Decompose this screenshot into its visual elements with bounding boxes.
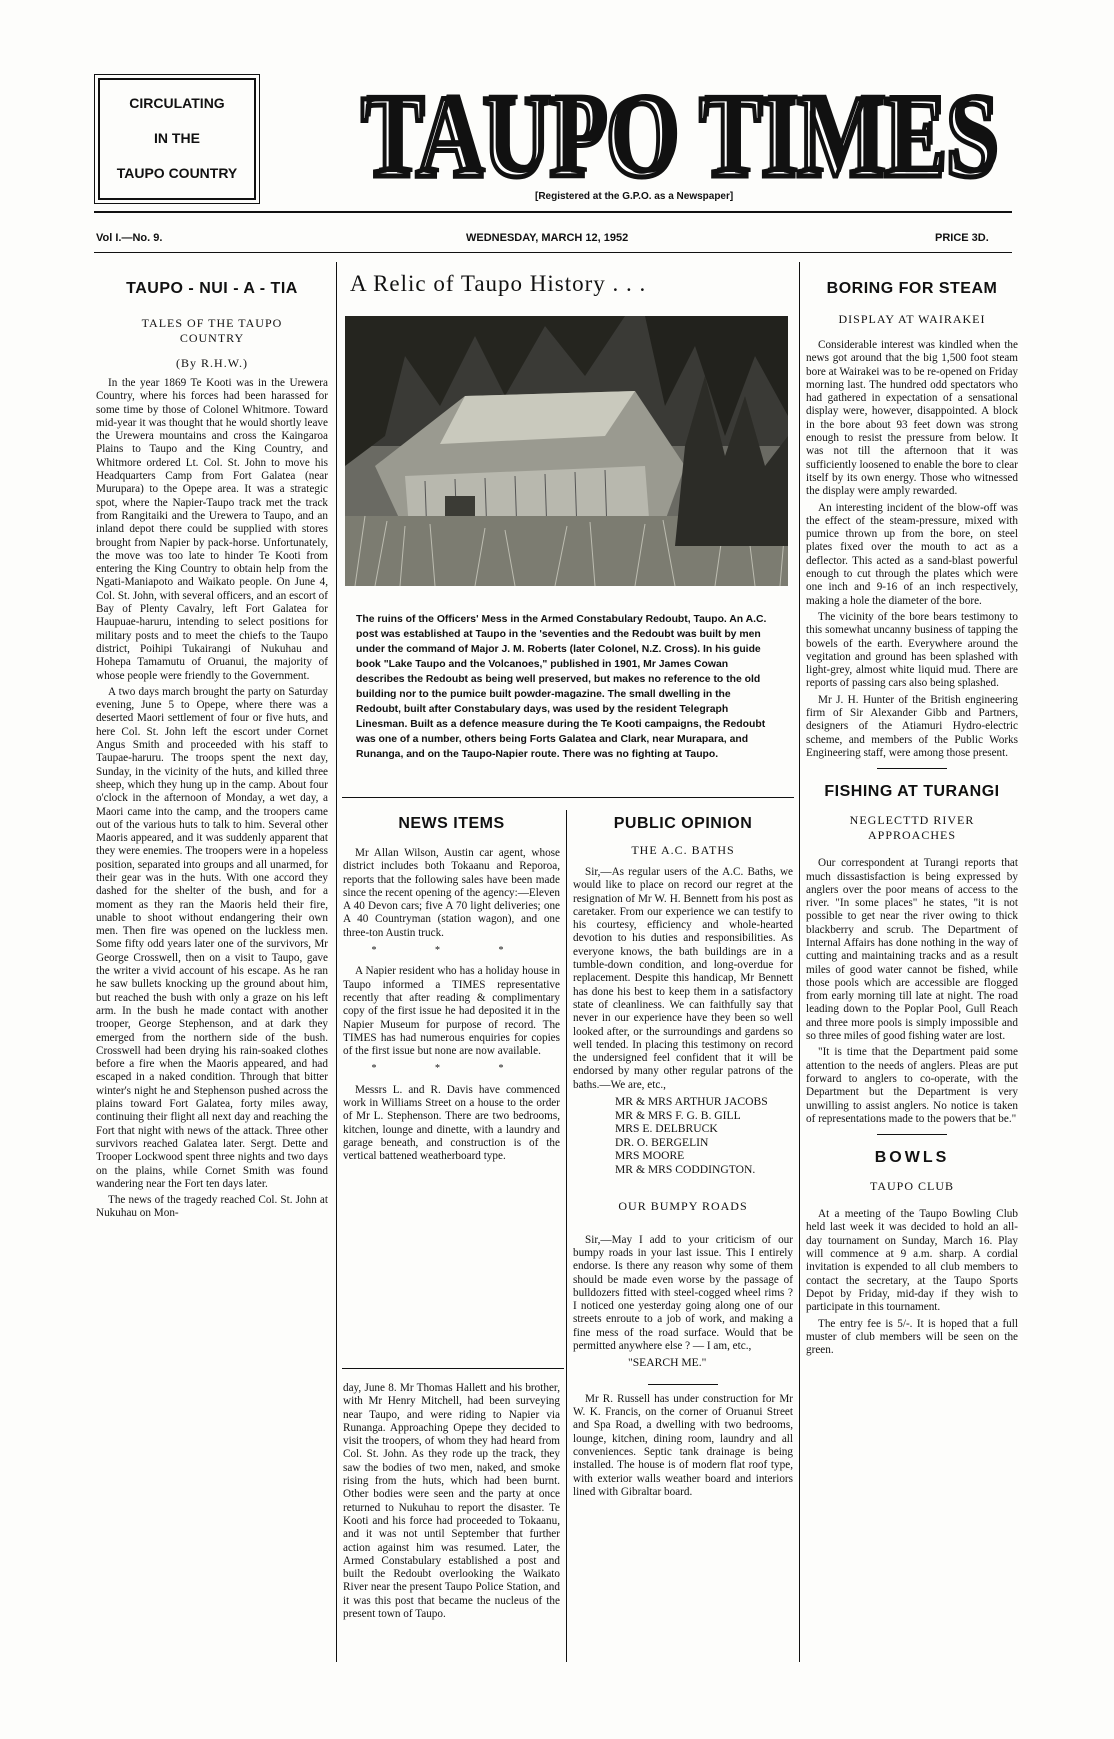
article-headline: BORING FOR STEAM bbox=[826, 280, 998, 297]
article-paragraph: A two days march brought the party on Saturday evening, June 5 to Opepe, where there was a deserted Maori settlement of four or five huts, and here Col. St. John left the escort under Cornet Angus Smith and proceeded with his staff to Taupae-haruru. The troops spent the next day, Sunday, in the vicinity of the huts, and killed three sheep, which they hung up in the camp. About four o'clock in the afternoon of Monday, a wet day, a Maori came into the camp, and the troopers came out of the various huts to talk to him. Several other Maoris appeared, and it was suddenly apparent that they were enemies. The troopers were in a hopeless position, separated into groups and all unarmed, for their gear was in the huts. With one accord they dashed for the shelter of the bush, and for a moment as they ran the Maoris held their fire, unable to shoot without endangering their own men. Then fire was opened on the luckless men. Some fifty odd years later one of the survivors, Mr George Crosswell, then on a visit to Taupo, gave the writer a vivid account of his escape. As he ran he saw bullets knocking up the ground about him, but reached the bush with only a graze on his left arm. In the bush he made contact with another trooper, George Stephenson, and at dark they emerged from the northern side of the bush. Crosswell had been drying his rain-soaked clothes before a fire when the Maoris appeared, and had escaped in a naked condition. Through that bitter winter's night he and Stephenson pushed across the plains toward Fort Galatea, forty miles away, continuing their flight all next day and reaching the Fort that night with news of the attack. Three other survivors reached Galatea later. Sergt. Dette and Trooper Lockwood spent three nights and two days on the plains, while Cornet Smith was found wandering near the Fort ten days later. bbox=[96, 685, 328, 1190]
masthead-rule bbox=[94, 211, 1012, 213]
continued-article bbox=[343, 1382, 560, 1682]
dateline-rule bbox=[94, 252, 1012, 253]
masthead-title-outline: TAUPO TIMES bbox=[361, 71, 997, 200]
separator-stars: * * * bbox=[371, 945, 532, 957]
signatory: MR & MRS ARTHUR JACOBS bbox=[615, 1095, 768, 1109]
article-continuation: day, June 8. Mr Thomas Hallett and his brother, with Mr Henry Mitchell, had been surveying near Taupo, and were riding to Napier via Runanga. Approaching Opepe they decided to visit the troopers, of whom they had heard from Col. St. John. As they rode up the track, they saw the bodies of two men, naked, and smoke rising from the huts, which had been burnt. Other bodies were seen and the party at once returned to Nukuhau to report the disaster. Te Kooti and his force had proceeded to Tokaanu, and it was not until September that further action against him was resumed. Later, the Armed Constabulary established a post and built the Redoubt overlooking the Waikato River near the present Taupo Police Station, and it was this post that became the nucleus of the present town of Taupo. bbox=[343, 1382, 560, 1621]
letter-signature: "SEARCH ME." bbox=[628, 1356, 707, 1370]
short-rule bbox=[877, 1134, 947, 1135]
article-headline: FISHING AT TURANGI bbox=[824, 783, 1000, 801]
feature-headline: A Relic of Taupo History . . . bbox=[350, 271, 647, 296]
short-rule bbox=[877, 768, 947, 769]
section-headline: PUBLIC OPINION bbox=[613, 815, 753, 832]
masthead-title-text: TAUPO TIMES bbox=[365, 67, 1001, 198]
circulating-line: CIRCULATING bbox=[129, 95, 225, 111]
article-subtitle: TAUPO CLUB bbox=[869, 1179, 955, 1194]
column-public-opinion bbox=[573, 815, 793, 1685]
signatory: MR & MRS CODDINGTON. bbox=[615, 1163, 756, 1177]
signatory: MRS MOORE bbox=[615, 1149, 685, 1163]
signatory: MR & MRS F. G. B. GILL bbox=[615, 1108, 741, 1122]
circulating-line: TAUPO COUNTRY bbox=[116, 165, 238, 181]
short-rule bbox=[648, 1384, 718, 1385]
separator-stars: * * * bbox=[371, 1063, 532, 1075]
article-paragraph: "It is time that the Department paid some attention to the needs of anglers. Pleas are put forward to anglers to co-operate, with the Department but the Department is very unwilling to assist anglers. No notice is taken of representations made to the powers that be." bbox=[806, 1046, 1018, 1125]
news-item: Mr R. Russell has under construction for Mr W. K. Francis, on the corner of Oruanui Street and Spa Road, a dwelling with two bedrooms, lounge, kitchen, dining room, laundry and all conveniences. Septic tank drainage is being installed. The house is of modern flat roof type, with exterior walls weather board and interiors lined with Gibraltar board. bbox=[573, 1392, 793, 1498]
article-paragraph: An interesting incident of the blow-off was the effect of the steam-pressure, mixed with pumice thrown up from the bore, on steel plates fixed over the mouth to act as a deflector. This acted as a sand-blast powerful enough to cut through the plates which were one inch and 9-16 of an inch respectively, making a hole the diameter of the bore. bbox=[806, 501, 1018, 607]
column-divider bbox=[566, 810, 567, 1662]
volume-number: Vol I.—No. 9. bbox=[96, 232, 163, 244]
feature-photo bbox=[345, 316, 788, 586]
letter-subtitle: OUR BUMPY ROADS bbox=[618, 1198, 748, 1213]
column-taupo-nui-a-tia bbox=[96, 280, 328, 1690]
column-news-items bbox=[343, 815, 560, 1375]
article-subtitle: DISPLAY AT WAIRAKEI bbox=[838, 312, 986, 326]
article-headline: TAUPO - NUI - A - TIA bbox=[126, 280, 298, 297]
article-paragraph: At a meeting of the Taupo Bowling Club held last week it was decided to hold an all-day tournament on Sunday, March 16. Play will commence at 9 a.m. sharp. A cordial invitation is expended to all club members to contact the secretary, at the Taupo Sports Depot by Friday, mid-day if they wish to participate in this tournament. bbox=[806, 1208, 1018, 1314]
circulating-box bbox=[98, 78, 256, 200]
article-paragraph: The entry fee is 5/-. It is hoped that a full muster of club members will be seen on the green. bbox=[806, 1317, 1018, 1357]
article-subtitle: TALES OF THE TAUPO COUNTRY bbox=[141, 316, 283, 345]
price: PRICE 3D. bbox=[935, 232, 989, 244]
circulating-line: IN THE bbox=[154, 130, 200, 146]
article-paragraph: The news of the tragedy reached Col. St. John at Nukuhau on Mon- bbox=[96, 1194, 328, 1220]
letter-text: Sir,—As regular users of the A.C. Baths, we would like to place on record our regret at the resignation of Mr W. H. Bennett from his post as caretaker. From our experience we can testify to his courtesy, efficiency and whole-hearted devotion to his duties and responsibilities. As everyone knows, the bath buildings are in a tumble-down condition, and long-overdue for replacement. Despite this handicap, Mr Bennett has done his best to keep them in a satisfactory state of cleanliness. We can faithfully say that never in our experience have they been so well looked after, or the surroundings and gardens so well tended. In placing this testimony on record the undersigned feel confident that it will be endorsed by many other regular patrons of the baths.—We are, etc., bbox=[573, 866, 793, 1091]
column-divider bbox=[336, 262, 337, 1662]
news-item: Messrs L. and R. Davis have commenced work in Williams Street on a house to the order of Mr L. Stephenson. There are two bedrooms, kitchen, lounge and dinette, with a laundry and garage beneath, and construction is of the vertical battened weatherboard type. bbox=[343, 1083, 560, 1163]
registration-notice: [Registered at the G.P.O. as a Newspaper] bbox=[535, 191, 734, 202]
article-paragraph: The vicinity of the bore bears testimony to this somewhat uncanny business of tapping the bowels of the earth. Everywhere around the vegitation and ground has been splashed with light-grey, almost white liquid mud. There are reports of passing cars also being splashed. bbox=[806, 610, 1018, 690]
article-paragraph: Mr J. H. Hunter of the British engineering firm of Sir Alexander Gibb and Partners, designers of the Atiamuri Hydro-electric scheme, and members of the Public Works Engineering staff, were among those present. bbox=[806, 693, 1018, 759]
letter-text: Sir,—May I add to your criticism of our bumpy roads in your last issue. This I entirely endorse. Is there any reason why some of them should be made even worse by the passage of bulldozers fitted with steel-cogged wheel rims ? I noticed one yesterday going along one of our streets enroute to a job of work, and making a fine mess of the road surface. Would that be permitted anywhere else ? — I am, etc., bbox=[573, 1233, 793, 1352]
news-item: A Napier resident who has a holiday house in Taupo informed a TIMES representative recently that after reading & complimentary copy of the first issue he had deposited it in the Napier Museum for purpose of record. The TIMES has had numerous enquiries for copies of the first issue but none are now available. bbox=[343, 965, 560, 1058]
news-item: Mr Allan Wilson, Austin car agent, whose district includes both Tokaanu and Reporoa, reports that the following sales have been made since the recent opening of the agency:—Eleven A 40 Devon cars; five A 70 light deliveries; one A 40 Countryman (station wagon), and one three-ton Austin truck. bbox=[343, 847, 560, 939]
article-paragraph: In the year 1869 Te Kooti was in the Urewera Country, where his forces had been harassed for some time by those of Colonel Whitmore. Toward mid-year it was thought that he would shortly leave the Urewera mountains and cross the Kaingaroa Plains to Taupo and the King Country, and Whitmore ordered Lt. Col. St. John to move his Headquarters Camp from Fort Galatea (near Murupara) to the Opepe area. It was a strategic spot, where the Napier-Taupo track met the track from Rangitaiki and the Urewera to Taupo, and an inland depot there could be supplied with stores brought from Napier by pack-horse. Unfortunately, the move was too late to hinder Te Kooti from entering the King Country to obtain help from the Ngati-Maniapoto and Waikato people. On June 4, Col. St. John, with several officers, and an escort of Bay of Plenty Cavalry, left Fort Galatea for Haupuae-haruru, intending to select positions for military posts and to meet the chiefs to the Taupo district, Poihipi Tukairangi of Nukuhau and Hohepa Tamamutu of Oruanui, the majority of whose people were friendly to the Government. bbox=[96, 377, 328, 682]
masthead-title bbox=[355, 50, 1005, 200]
column-right bbox=[806, 280, 1018, 1690]
photo-caption: The ruins of the Officers' Mess in the Armed Constabulary Redoubt, Taupo. An A.C. post was established at Taupo in the 'seventies and the Redoubt was built by men under the command of Major J. M. Roberts (later Colonel, N.Z. Cross). In his guide book "Lake Taupo and the Volcanoes," published in 1901, Mr James Cowan describes the Redoubt as being well preserved, but makes no reference to the old building nor to the pumice built powder-magazine. The small dwelling in the Redoubt, built after Constabulary days, was used by the resident Telegraph Linesman. Built as a defence measure during the Te Kooti campaigns, the Redoubt was one of a number, others being Forts Galatea and Clark, near Murapara, and Runanga, and on the Taupo-Napier route. There was no fighting at Taupo. bbox=[356, 614, 767, 760]
letter-subtitle: THE A.C. BATHS bbox=[631, 843, 735, 857]
section-headline: NEWS ITEMS bbox=[398, 815, 505, 832]
article-headline: BOWLS bbox=[874, 1149, 950, 1167]
signatories bbox=[573, 1095, 793, 1177]
article-paragraph: Considerable interest was kindled when the news got around that the big 1,500 foot steam bore at Wairakei was to be re-opened on Friday morning last. The hundred odd spectators who had gathered in expectation of a sensational display were, however, disappointed. A block in the bore about 93 feet down was strong enough to resist the pressure from below. It was not till the afternoon that it was sufficiently loosened to enable the bore to clear itself by its own energy. Those who witnessed the display were amply rewarded. bbox=[806, 339, 1018, 498]
article-subtitle: NEGLECTTD RIVER APPROACHES bbox=[849, 813, 975, 843]
column-divider bbox=[799, 262, 800, 1662]
article-paragraph: Our correspondent at Turangi reports that much dissastisfaction is being expressed by anglers over the poor means of access to the river. "In some places" he states, "it is not possible to get near the river owing to thick blackberry and scrub. The Department of Internal Affairs has done nothing in the way of cutting and maintaining tracks and as a result miles of good water cannot be fished, while those pools which are accessible are flogged from early morning till late at night. The road leading down to the Poplar Pool, Gull Reach and three more pools is simply impossible and so three miles of good fishing water are lost. bbox=[806, 857, 1018, 1043]
signatory: MRS E. DELBRUCK bbox=[615, 1122, 718, 1136]
signatory: DR. O. BERGELIN bbox=[615, 1135, 709, 1149]
issue-date: WEDNESDAY, MARCH 12, 1952 bbox=[466, 232, 629, 244]
byline: (By R.H.W.) bbox=[176, 356, 248, 370]
section-rule bbox=[342, 797, 794, 798]
